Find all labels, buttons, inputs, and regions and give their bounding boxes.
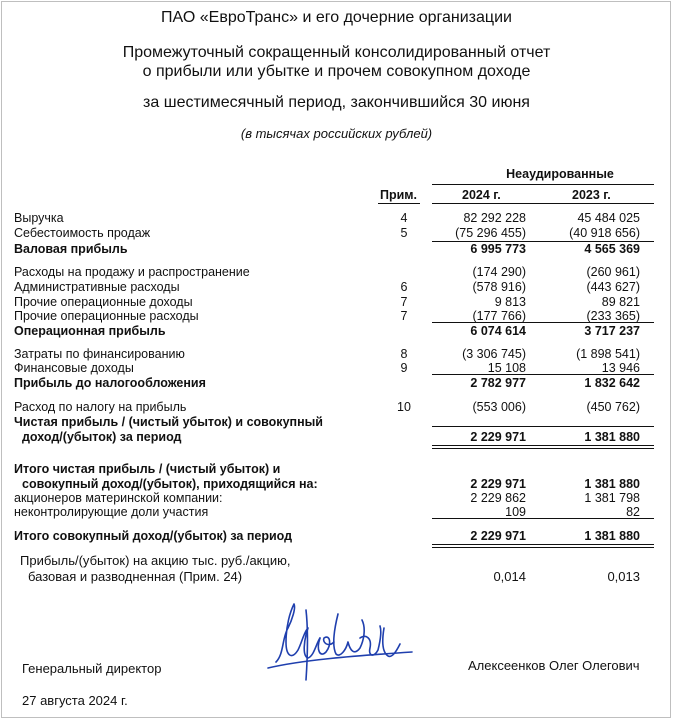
table-row [0,361,673,375]
note-header-rule [378,203,420,204]
row-value-2024: 2 229 862 [470,491,526,505]
table-row [0,430,673,444]
subtotal-rule [432,322,654,323]
table-row [0,569,673,583]
row-value-2023: 1 381 880 [584,477,640,491]
row-note: 6 [400,280,408,294]
row-value-2024: 2 229 971 [470,477,526,491]
row-value-2024: (174 290) [472,265,526,279]
row-value-2023: 13 946 [601,361,640,375]
row-label: Чистая прибыль / (чистый убыток) и совокупный [14,415,323,429]
row-value-2023: 1 381 880 [584,529,640,543]
row-note: 7 [400,295,408,309]
row-label: Прибыль до налогообложения [14,376,206,390]
row-label: Прочие операционные доходы [14,295,193,309]
row-value-2023: 82 [626,505,640,519]
row-label: Себестоимость продаж [14,226,151,240]
row-label: Итого чистая прибыль / (чистый убыток) и [14,462,281,476]
row-value-2023: 45 484 025 [577,211,640,225]
row-value-2023: 1 381 798 [584,491,640,505]
row-label: Финансовые доходы [14,361,134,375]
row-value-2023: (233 365) [586,309,640,323]
row-label: базовая и разводненная (Прим. 24) [28,569,243,584]
row-value-2023: (443 627) [586,280,640,294]
column-group-header: Неаудированные [506,167,614,181]
row-label: доход/(убыток) за период [22,430,182,444]
row-value-2023: (1 898 541) [576,347,640,361]
row-note: 10 [397,400,411,414]
row-value-2024: (3 306 745) [462,347,526,361]
table-row [0,400,673,414]
row-value-2023: 1 381 880 [584,430,640,444]
row-label: Прочие операционные расходы [14,309,199,323]
row-note: 4 [400,211,408,225]
row-value-2023: 0,013 [607,569,640,584]
report-title-line2: о прибыли или убытке и прочем совокупном доходе [142,63,531,80]
subtotal-rule [432,426,654,427]
director-title: Генеральный директор [22,661,162,676]
row-label: Административные расходы [14,280,180,294]
row-label: неконтролирующие доли участия [14,505,209,519]
table-row [0,295,673,309]
row-note: 7 [400,309,408,323]
row-label: Операционная прибыль [14,324,166,338]
column-2023-header: 2023 г. [572,188,611,202]
report-period: за шестимесячный период, закончившийся 30 июня [143,94,530,111]
total-double-rule [432,445,654,449]
row-label: совокупный доход/(убыток), приходящийся на: [22,477,318,491]
row-value-2024: 15 108 [487,361,526,375]
table-row [0,211,673,225]
column-2024-header: 2024 г. [462,188,501,202]
column-note-header: Прим. [380,188,418,202]
row-note: 9 [400,361,408,375]
row-value-2023: 4 565 369 [584,242,640,256]
report-title-line1: Промежуточный сокращенный консолидированный отчет [122,44,551,61]
row-label: Расход по налогу на прибыль [14,400,187,414]
row-value-2024: 2 229 971 [470,430,526,444]
row-value-2024: 9 813 [494,295,526,309]
row-value-2024: 6 074 614 [470,324,526,338]
row-label: Прибыль/(убыток) на акцию тыс. руб./акцию, [20,553,291,568]
row-label: Валовая прибыль [14,242,128,256]
row-value-2024: 109 [505,505,526,519]
table-row [0,505,673,519]
row-label: Затраты по финансированию [14,347,185,361]
table-row [0,347,673,361]
total-double-rule [432,544,654,548]
row-value-2024: (75 296 455) [455,226,526,240]
director-name: Алексеенков Олег Олегович [468,658,640,673]
table-row [0,242,673,256]
row-value-2023: (450 762) [586,400,640,414]
table-row [0,265,673,279]
row-note: 5 [400,226,408,240]
director-signature [262,598,422,688]
row-value-2024: 82 292 228 [463,211,526,225]
row-value-2024: 2 782 977 [470,376,526,390]
row-value-2023: 89 821 [601,295,640,309]
column-group-rule [432,184,654,185]
table-row [0,280,673,294]
row-value-2024: 6 995 773 [470,242,526,256]
table-row [0,553,673,567]
report-units: (в тысячах российских рублей) [240,126,433,141]
row-value-2024: 0,014 [493,569,526,584]
row-label: Выручка [14,211,64,225]
row-value-2023: 3 717 237 [584,324,640,338]
report-date: 27 августа 2024 г. [22,693,128,708]
row-value-2024: (177 766) [472,309,526,323]
row-note: 8 [400,347,408,361]
row-value-2023: (260 961) [586,265,640,279]
subtotal-rule [432,374,654,375]
row-label: Итого совокупный доход/(убыток) за период [14,529,293,543]
table-row [0,491,673,505]
row-value-2024: 2 229 971 [470,529,526,543]
row-value-2024: (553 006) [472,400,526,414]
row-value-2023: 1 832 642 [584,376,640,390]
company-name: ПАО «ЕвроТранс» и его дочерние организации [161,9,512,26]
table-row [0,324,673,338]
table-row [0,462,673,476]
row-label: Расходы на продажу и распространение [14,265,250,279]
row-value-2023: (40 918 656) [569,226,640,240]
row-label: акционеров материнской компании: [14,491,223,505]
table-row [0,376,673,390]
table-row [0,477,673,491]
subtotal-rule [432,518,654,519]
row-value-2024: (578 916) [472,280,526,294]
years-header-rule [432,203,654,204]
table-row [0,529,673,543]
table-row [0,226,673,240]
table-row [0,309,673,323]
